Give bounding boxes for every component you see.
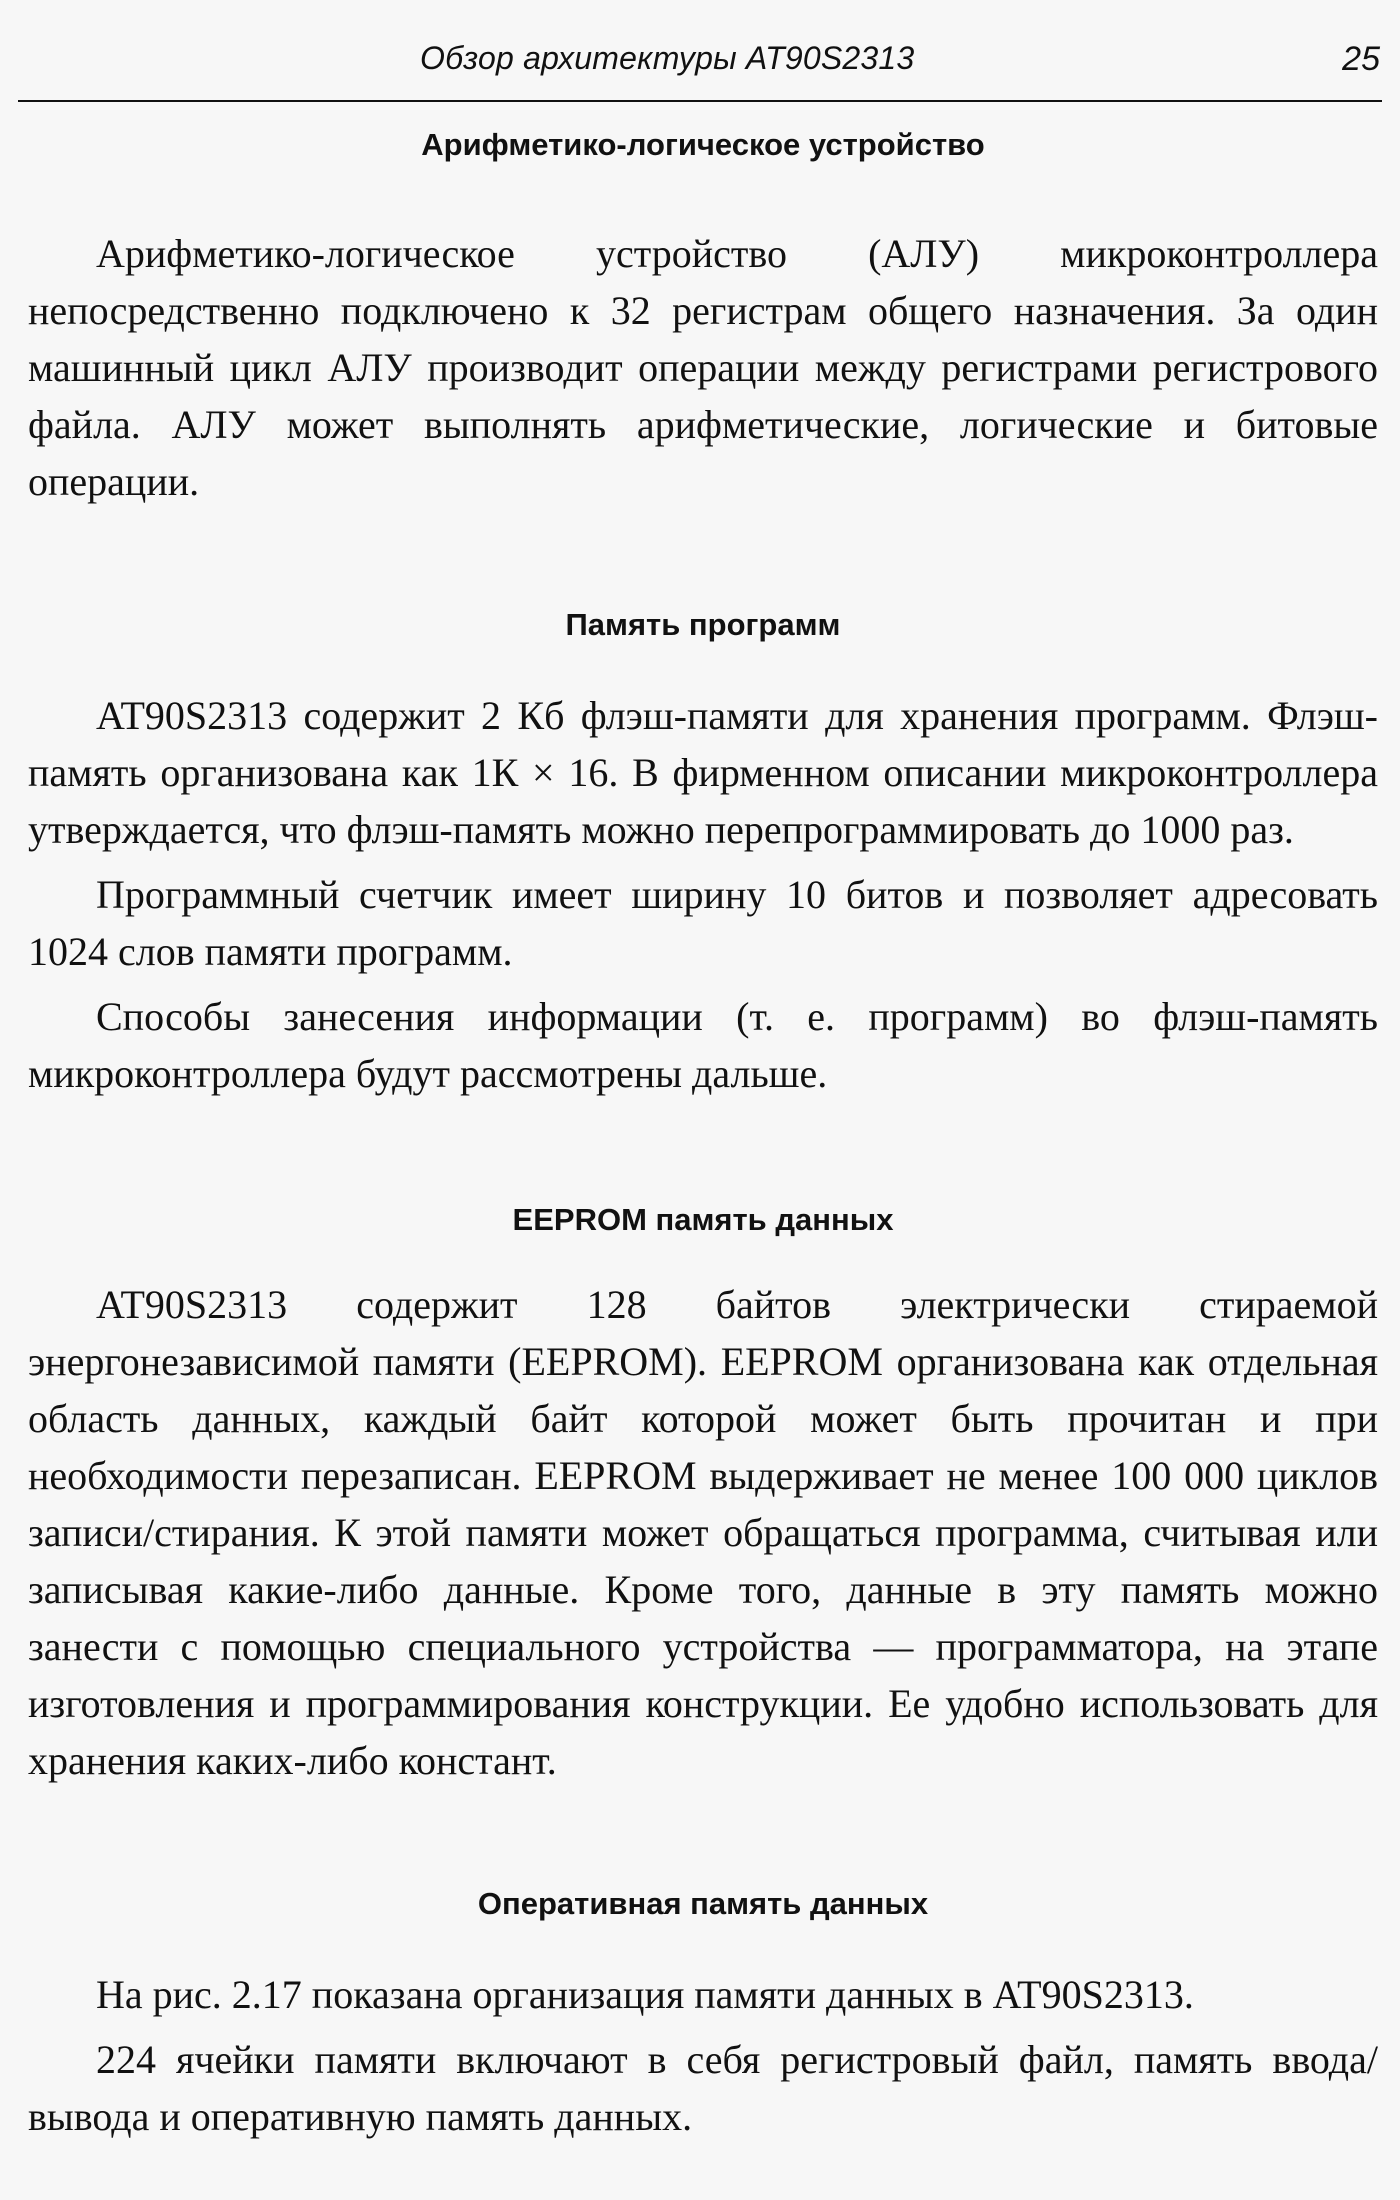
paragraph-alu-1: Арифметико-логическое устройство (АЛУ) микроконтроллера непосредственно подключено к 32 регистрам общего назначения. За один машинный цикл АЛУ производит операции между регистрами регистрового файла. АЛУ может выполнять арифметические, логические и битовые операции. bbox=[28, 231, 1378, 504]
paragraph-gap bbox=[28, 2023, 1378, 2031]
running-title: Обзор архитектуры AT90S2313 bbox=[420, 40, 915, 76]
header-rule bbox=[18, 100, 1382, 102]
paragraph-gap bbox=[28, 858, 1378, 866]
paragraph-ram-1: На рис. 2.17 показана организация памяти данных в AT90S2313. bbox=[96, 1972, 1194, 2017]
running-header bbox=[20, 40, 1380, 100]
paragraph-program-memory-1: AT90S2313 содержит 2 Кб флэш-памяти для хранения программ. Флэш-память организована как 1К × 16. В фирменном описании микроконтроллера утверждается, что флэш-память можно перепрограммировать до 1000 раз. bbox=[28, 693, 1378, 852]
section-title-ram: Оперативная память данных bbox=[477, 1886, 929, 1921]
paragraph-ram-2: 224 ячейки памяти включают в себя регистровый файл, память ввода/вывода и оперативную память данных. bbox=[28, 2037, 1378, 2139]
section-title-eeprom: EEPROM память данных bbox=[512, 1202, 894, 1237]
paragraph-gap bbox=[28, 980, 1378, 988]
paragraph-program-memory-2: Программный счетчик имеет ширину 10 битов и позволяет адресовать 1024 слов памяти программ. bbox=[28, 872, 1378, 974]
section-title-alu: Арифметико-логическое устройство bbox=[421, 127, 985, 162]
page-content bbox=[28, 125, 1378, 2145]
section-title-program-memory: Память программ bbox=[565, 607, 841, 642]
paragraph-program-memory-3: Способы занесения информации (т. е. программ) во флэш-память микроконтроллера будут рассмотрены дальше. bbox=[28, 994, 1378, 1096]
paragraph-eeprom-1: AT90S2313 содержит 128 байтов электрически стираемой энергонезависимой памяти (EEPROM). EEPROM организована как отдельная область данных, каждый байт которой может быть прочитан и при необходимости перезаписан. EEPROM выдерживает не менее 100 000 циклов записи/стирания. К этой памяти может обращаться программа, считывая или записывая какие-либо данные. Кроме того, данные в эту память можно занести с помощью специального устройства — программатора, на этапе изготовления и программирования конструкции. Ее удобно использовать для хранения каких-либо констант. bbox=[28, 1282, 1378, 1783]
page-number: 25 bbox=[1342, 40, 1380, 78]
